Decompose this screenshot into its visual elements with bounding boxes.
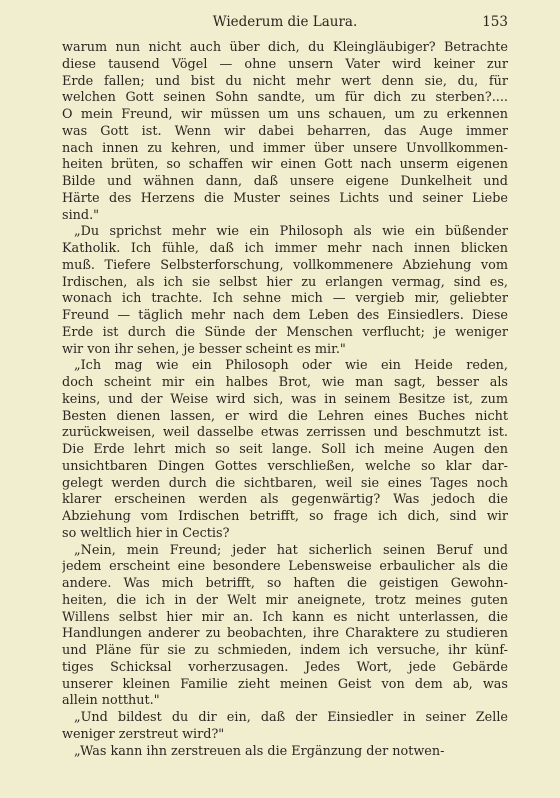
text-line: tiges Schicksal vorherzusagen. Jedes Wort, jede Gebärde [62,659,508,675]
text-line: Besten dienen lassen, er wird die Lehren eines Buches nicht [62,408,508,424]
text-line: heiten, die ich in der Welt mir aneignete, trotz meines guten [62,592,508,608]
text-line: Abziehung vom Irdischen betrifft, so frage ich dich, sind wir [62,509,508,524]
text-line: „Nein, mein Freund; jeder hat sicherlich seinen Beruf und [74,542,508,558]
text-line: sind." [62,207,100,223]
text-line: „Was kann ihn zerstreuen als die Ergänzung der notwen- [74,743,445,759]
text-line: Willens selbst hier mir an. Ich kann es nicht unterlassen, die [62,609,508,625]
body-text [62,40,508,760]
text-line: wir von ihr sehen, je besser scheint es mir." [62,341,346,357]
text-line: und Pläne für sie zu schmieden, indem ich versuche, ihr künf- [62,643,508,658]
text-line: wonach ich trachte. Ich sehne mich — vergieb mir, geliebter [62,291,508,307]
text-line: unsichtbaren Dingen Gottes verschließen, welche so klar dar- [62,458,508,474]
text-line: O mein Freund, wir müssen um uns schauen, um zu erkennen [62,107,508,122]
text-line: muß. Tiefere Selbsterforschung, vollkommenere Abziehung vom [62,257,508,273]
text-line: nach innen zu kehren, und immer über unsere Unvollkommen- [62,140,508,156]
text-line: Katholik. Ich fühle, daß ich immer mehr nach innen blicken [62,241,508,256]
text-line: gelegt werden durch die sichtbaren, weil sie eines Tages noch [62,475,508,491]
text-line: diese tausend Vögel — ohne unsern Vater wird keiner zur [62,56,508,72]
text-line: klarer erscheinen werden als gegenwärtig? Was jedoch die [62,492,508,508]
text-line: „Ich mag wie ein Philosoph oder wie ein Heide reden, [74,358,508,374]
text-line: allein notthut." [62,693,160,709]
page-number: 153 [482,14,508,30]
text-line: Bilde und wähnen dann, daß unsere eigene Dunkelheit und [62,174,508,189]
text-line: jedem erscheint eine besondere Lebensweise erbaulicher als die [62,559,508,575]
text-line: Erde ist durch die Sünde der Menschen verflucht; je weniger [62,324,508,340]
text-line: unserer kleinen Familie zieht meinen Geist von dem ab, was [62,676,508,692]
text-line: warum nun nicht auch über dich, du Kleingläubiger? Betrachte [62,40,508,55]
text-line: andere. Was mich betrifft, so haften die geistigen Gewohn- [62,576,508,591]
text-line: weniger zerstreut wird?" [62,726,225,742]
text-line: „Und bildest du dir ein, daß der Einsiedler in seiner Zelle [74,710,508,725]
text-line: zurückweisen, weil dasselbe etwas zerrissen und beschmutzt ist. [62,425,508,441]
text-line: so weltlich hier in Cectis? [62,525,230,541]
running-title: Wiederum die Laura. [212,14,358,30]
text-line: heiten brüten, so schaffen wir einen Gott nach unserm eigenen [62,157,508,173]
page-header [62,14,508,34]
text-line: Handlungen anderer zu beobachten, ihre Charaktere zu studieren [62,626,508,642]
text-line: keins, und der Weise wird sich, was in seinem Besitze ist, zum [62,391,508,407]
text-line: welchen Gott seinen Sohn sandte, um für dich zu sterben?.... [62,90,508,106]
text-line: Irdischen, als ich sie selbst hier zu erlangen vermag, sind es, [62,274,508,290]
text-line: Härte des Herzens die Muster seines Lichts und seiner Liebe [62,190,508,206]
text-line: Erde fallen; und bist du nicht mehr wert denn sie, du, für [62,73,508,89]
text-line: „Du sprichst mehr wie ein Philosoph als wie ein büßender [74,224,508,240]
text-line: was Gott ist. Wenn wir dabei beharren, das Auge immer [62,123,508,139]
text-line: Die Erde lehrt mich so seit lange. Soll ich meine Augen den [62,442,508,457]
text-line: Freund — täglich mehr nach dem Leben des Einsiedlers. Diese [62,308,508,323]
text-line: doch scheint mir ein halbes Brot, wie man sagt, besser als [62,375,508,390]
